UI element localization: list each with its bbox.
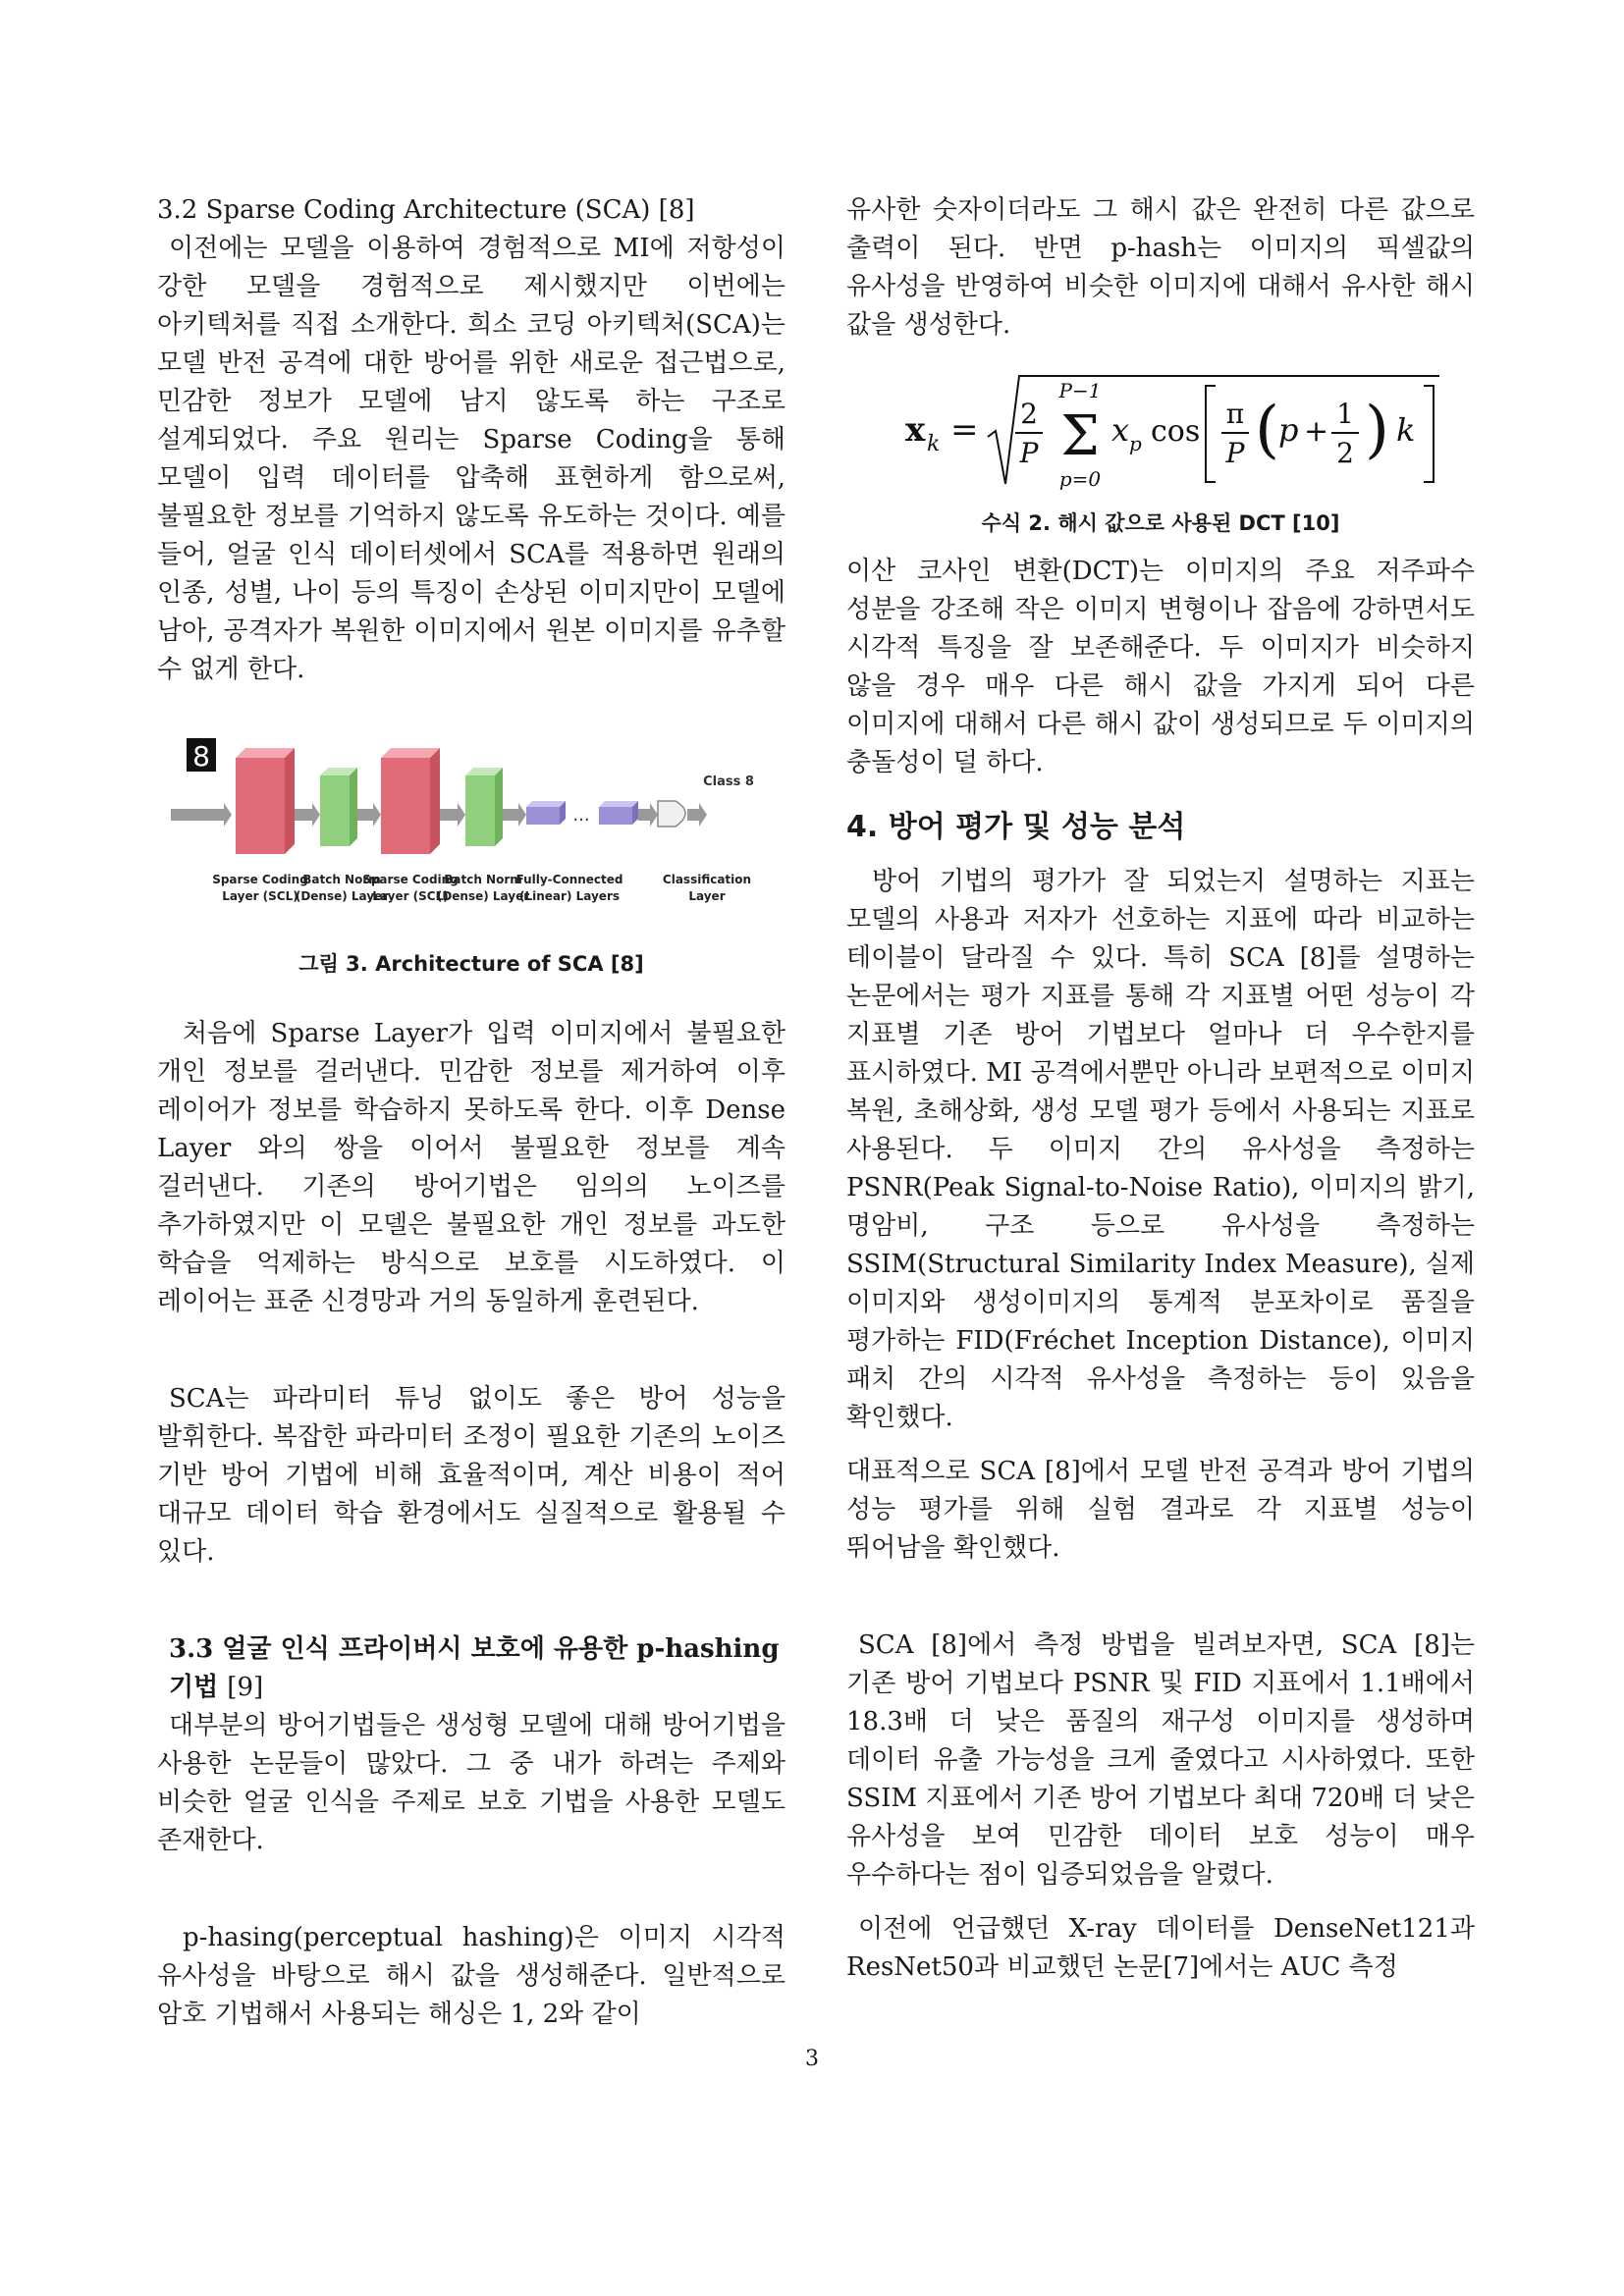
equation-2-caption: 수식 2. 해시 값으로 사용된 DCT [10] [981,511,1340,535]
right-paragraph-metrics: 방어 기법의 평가가 잘 되었는지 설명하는 지표는 모델의 사용과 저자가 선호하는 지표에 따라 비교하는 테이블이 달라질 수 있다. 특히 SCA [8]를 설명하는 논문에서는 평가 지표를 통해 각 지표별 어떤 성능이 각 지표별 기존 방어 기법보다 얼마나 더 우수한지를 표시하였다. MI 공격에서뿐만 아니라 보편적으로 이미지 복원, 초해상화, 생성 모델 평가 등에서 사용되는 지표로 사용된다. 두 이미지 간의 유사성을 측정하는 PSNR(Peak Signal-to-Noise Ratio), 이미지의 밝기, 명암비, 구조 등으로 유사성을 측정하는 SSIM(Structural Similarity Index Measure), 실제 이미지와 생성이미지의 통계적 분포차이로 품질을 평가하는 FID(Fréchet Inception Distance), 이미지 패치 간의 시각적 유사성을 측정하는 등이 있음을 확인했다. [846,867,1475,1432]
left-paragraph-defense-overview: 대부분의 방어기법들은 생성형 모델에 대해 방어기법을 사용한 논문들이 많았다. 그 중 내가 하려는 주제와 비슷한 얼굴 인식을 주제로 보호 기법을 사용한 모델도 존재한다. [157,1711,785,1855]
flow-arrow [687,803,707,827]
flow-arrow [503,803,526,827]
eq-lhs: x [905,410,926,450]
layer-label: Layer [688,889,726,903]
section-3-3-ref: [9] [227,1673,264,1702]
eq-right-paren: ) [1365,394,1389,466]
section-3-2-title: 3.2 Sparse Coding Architecture (SCA) [8] [157,195,695,225]
layer-label: Layer (SCL) [222,889,298,903]
eq-term-sub: p [1129,432,1142,455]
eq-sum-sign: Σ [1060,404,1100,468]
batch-norm-layer-2 [465,768,503,846]
section-3-2-body: 이전에는 모델을 이용하여 경험적으로 MI에 저항성이 강한 모델을 경험적으로 제시했지만 이번에는 아키텍처를 직접 소개한다. 희소 코딩 아키텍처(SCA)는 모델 반전 공격에 대한 방어를 위한 새로운 접근법으로, 민감한 정보가 모델에 남지 않도록 하는 구조로 설계되었다. 주요 원리는 Sparse Coding을 통해 모델이 입력 데이터를 압축해 표현하게 함으로써, 불필요한 정보를 기억하지 않도록 유도하는 것이다. 예를 들어, 얼굴 인식 데이터셋에서 SCA를 적용하면 원래의 인종, 성별, 나이 등의 특징이 손상된 이미지만이 모델에 남아, 공격자가 복원한 이미지에서 원본 이미지를 유추할 수 없게 한다. [157,234,785,684]
dct-formula [866,356,1455,504]
eq-term: x [1111,411,1130,449]
eq-lhs-sub: k [927,432,941,456]
figure-3-caption: 그림 3. Architecture of SCA [8] [298,952,644,976]
layer-label: Batch Norm [444,873,522,886]
flow-arrow [357,803,381,827]
eq-pi-den: P [1225,437,1245,469]
eq-half-den: 2 [1336,437,1354,469]
eq-pi: π [1225,398,1245,430]
right-paragraph-sca-results: 대표적으로 SCA [8]에서 모델 반전 공격과 방어 기법의 성능 평가를 위해 실험 결과로 각 지표별 성능이 뛰어남을 확인했다. [846,1457,1475,1563]
page-number: 3 [805,2047,819,2071]
layer-label: Layer (SCL) [372,889,449,903]
classification-gate-icon [658,801,685,827]
eq-sum-lower: p=0 [1058,467,1102,491]
eq-left-paren: ( [1255,394,1279,466]
layer-label: Sparse Coding [362,873,459,886]
fully-connected-layer-2 [599,801,638,825]
layer-label: Fully-Connected [515,873,623,886]
layer-labels [212,873,751,903]
dct-equation [846,356,1475,504]
left-paragraph-sca-efficiency: SCA는 파라미터 튜닝 없이도 좋은 방어 성능을 발휘한다. 복잡한 파라미터 조정이 필요한 기존의 노이즈 기반 방어 기법에 비해 효율적이며, 계산 비용이 적어 대규모 데이터 학습 환경에서도 실질적으로 활용될 수 있다. [157,1384,785,1567]
layer-label: (Dense) Layer [295,889,389,903]
eq-right-bracket [1424,386,1434,482]
right-paragraph-sca-measurement: SCA [8]에서 측정 방법을 빌려보자면, SCA [8]는 기존 방어 기법보다 PSNR 및 FID 지표에서 1.1배에서 18.3배 더 낮은 품질의 재구성 이미지를 생성하며 데이터 유출 가능성을 크게 줄였다고 시사하였다. 또한 SSIM 지표에서 기존 방어 기법보다 최대 720배 더 낮은 유사성을 보여 민감한 데이터 보호 성능이 매우 우수하다는 점이 입증되었음을 알렸다. [846,1630,1475,1890]
right-column [846,191,1475,1987]
right-paragraph-xray: 이전에 언급했던 X-ray 데이터를 DenseNet121과 ResNet50과 비교했던 논문[7]에서는 AUC 측정 [846,1914,1475,1982]
sparse-coding-layer-2 [381,748,440,854]
section-4-title: 4. 방어 평가 및 성능 분석 [846,810,1186,844]
section-3-3-title [157,1630,785,1707]
eq-half-num: 1 [1336,398,1354,430]
eq-k: k [1396,411,1416,449]
layer-label: Batch Norm [302,873,381,886]
flow-arrow [171,803,232,827]
layer-label: (Linear) Layers [519,889,620,903]
flow-arrow [638,803,658,827]
layer-label: (Dense) Layer [436,889,530,903]
right-paragraph-hash-continuation: 유사한 숫자이더라도 그 해시 값은 완전히 다른 값으로 출력이 된다. 반면 p-hash는 이미지의 픽셀값의 유사성을 반영하여 비슷한 이미지에 대해서 유사한 해시 값을 생성한다. [846,195,1475,340]
eq-cos: cos [1151,414,1201,449]
layer-label: Classification [662,873,752,886]
section-3-3-title-text: 3.3 얼굴 인식 프라이버시 보호에 유용한 p-hashing 기법 [169,1634,780,1702]
fully-connected-layer-1 [526,801,566,825]
batch-norm-layer-1 [320,768,357,846]
sca-architecture-figure [157,736,785,923]
layers-ellipsis: ... [572,805,590,826]
flow-arrow [295,803,320,827]
layer-label: Sparse Coding [212,873,308,886]
flow-arrow [440,803,465,827]
eq-sum-upper: P−1 [1058,379,1102,402]
input-digit-label: 8 [192,740,210,773]
eq-plus: + [1304,414,1329,449]
eq-left-bracket [1206,386,1216,482]
left-column [157,191,785,2034]
eq-frac-num: 2 [1020,398,1038,430]
left-paragraph-p-hashing: p-hasing(perceptual hashing)은 이미지 시각적 유사성을 바탕으로 해시 값을 생성해준다. 일반적으로 암호 기법해서 사용되는 해싱은 1, 2와 같이 [157,1923,785,2029]
eq-equals: = [950,410,979,450]
class-output-label: Class 8 [703,774,754,789]
right-paragraph-dct: 이산 코사인 변환(DCT)는 이미지의 주요 저주파수 성분을 강조해 작은 이미지 변형이나 잡음에 강하면서도 시각적 특징을 잘 보존해준다. 두 이미지가 비슷하지 않을 경우 매우 다른 해시 값을 가지게 되어 다른 이미지에 대해서 다른 해시 값이 생성되므로 두 이미지의 충돌성이 덜 하다. [846,557,1475,777]
eq-frac-den: P [1019,437,1039,469]
sca-architecture-diagram [157,736,785,923]
sparse-coding-layer-1 [236,748,295,854]
left-paragraph-sparse-layer: 처음에 Sparse Layer가 입력 이미지에서 불필요한 개인 정보를 걸러낸다. 민감한 정보를 제거하여 이후 레이어가 정보를 학습하지 못하도록 한다. 이후 Dense Layer 와의 쌍을 이어서 불필요한 정보를 계속 걸러낸다. 기존의 방어기법은 임의의 노이즈를 추가하였지만 이 모델은 불필요한 개인 정보를 과도한 학습을 억제하는 방식으로 보호를 시도하였다. 이 레이어는 표준 신경망과 거의 동일하게 훈련된다. [157,1019,785,1316]
eq-p: p [1278,411,1299,449]
